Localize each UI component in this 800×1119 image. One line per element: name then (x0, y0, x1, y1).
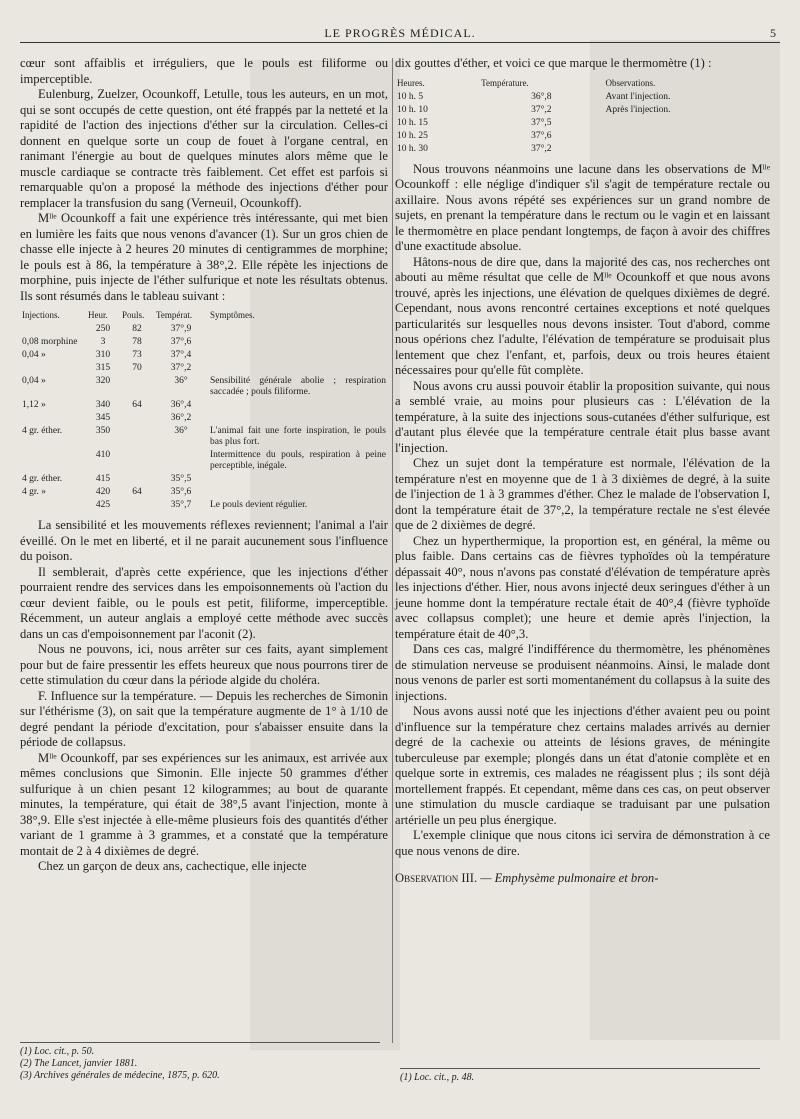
table-cell: 0,04 » (22, 376, 46, 386)
paragraph: Mˡˡᵉ Ocounkoff, par ses expériences sur les animaux, est arrivée aux mêmes conclusions que Simonin. Elle injecte 50 grammes d'éther sulfurique à un chien pesant 12 kilogrammes; au bout de quarante minutes, la température, qui était de 38°,5 avant l'injection, monte à 38°,9. Elle s'est injectée à elle-même plusieurs fois des quantités d'éther variant de 1 gramme à 3 grammes, et a constaté que la température montait de 2 à 4 dixièmes de degré. (20, 750, 388, 858)
table-row (20, 399, 388, 412)
table-cell: Avant l'injection. (605, 91, 671, 102)
table-cell (604, 130, 770, 143)
table-cell (120, 375, 154, 399)
table-cell: 4 gr. éther. (22, 474, 63, 484)
paragraph: Nous ne pouvons, ici, nous arrêter sur ces faits, ayant simplement pour but de faire pressentir les effets heureux que nous pourrons tirer de cette stimulation du cœur dans la période algide du choléra. (20, 642, 388, 687)
journal-title: LE PROGRÈS MÉDICAL. (324, 26, 476, 40)
column-divider (392, 58, 393, 1043)
table-cell: 64 (132, 400, 142, 410)
table-cell: 420 (95, 487, 111, 497)
table-cell (208, 412, 388, 425)
paragraph: dix gouttes d'éther, et voici ce que marque le thermomètre (1) : (395, 56, 712, 70)
table-cell (208, 323, 388, 336)
table-cell: 35°,5 (170, 474, 192, 484)
left-column (20, 56, 388, 875)
column-header: Injections. (22, 310, 60, 320)
paragraph: Mˡˡᵉ Ocounkoff a fait une expérience très intéressante, qui met bien en lumière les faits que nous venons d'avancer (1). Sur un gros chien de chasse elle injecte à 2 heures 20 minutes di centigrammes de morphine; le pouls est à 86, la température à 38°,2. Elle répète les injections de morphine, puis injecte de l'éther sulfurique et note les résultats obtenus. Ils sont résumés dans le tableau suivant : (20, 211, 388, 303)
table-cell: 64 (132, 487, 142, 497)
table-cell (20, 362, 86, 375)
column-header: Symptômes. (210, 310, 255, 320)
table-cell: 10 h. 15 (397, 117, 428, 128)
table-cell: 73 (132, 350, 142, 360)
table-row (395, 130, 770, 143)
paragraph: F. Influence sur la température. — Depuis les recherches de Simonin sur l'éthérisme (3), on sait que la température augmente de 1° à 1/10 de degré pendant la période d'excitation, pour s'abaisser ensuite dans la période de collapsus. (20, 688, 388, 749)
table-cell: 4 gr. éther. (22, 426, 63, 436)
table-cell: 78 (132, 337, 142, 347)
table-cell: 315 (95, 363, 111, 373)
paragraph: La sensibilité et les mouvements réflexes reviennent; l'animal a l'air éveillé. On le met en liberté, et il ne parait aucunement sous l'influence du poison. (20, 518, 388, 563)
paragraph: Nous trouvons néanmoins une lacune dans les observations de Mˡˡᵉ Ocounkoff : elle néglige d'indiquer s'il s'agit de température rectale ou axillaire. Nous avons répété ses expériences sur un grand nombre de sujets, en prenant la température dans le rectum ou le vagin et en laissant le thermomètre en place pendant longtemps, de façon à avoir des chiffres d'une exactitude absolue. (395, 161, 770, 253)
table-cell: 345 (95, 413, 111, 423)
table-cell (208, 399, 388, 412)
table-cell: 35°,7 (170, 500, 192, 510)
table-cell (208, 362, 388, 375)
experiment-table (20, 308, 388, 512)
table-cell: L'animal fait une forte inspiration, le pouls bas plus fort. (210, 426, 386, 447)
table-cell: 82 (132, 324, 142, 334)
table-cell: 320 (95, 376, 111, 386)
table-cell: 350 (95, 426, 111, 436)
table-cell: 425 (95, 500, 111, 510)
table-cell: Le pouls devient régulier. (210, 500, 308, 510)
paragraph: L'exemple clinique que nous citons ici servira de démonstration à ce que nous venons de dire. (395, 828, 770, 858)
table-cell: 10 h. 10 (397, 104, 428, 115)
table-cell (20, 323, 86, 336)
table-cell: 70 (132, 363, 142, 373)
table-cell: 340 (95, 400, 111, 410)
table-cell (154, 449, 208, 473)
table-cell (208, 349, 388, 362)
table-cell (20, 499, 86, 512)
table-cell: 37°,5 (531, 117, 552, 128)
table-cell: 37°,4 (170, 350, 192, 360)
table-cell: 415 (95, 474, 111, 484)
observation-heading (395, 871, 770, 887)
table-cell (120, 425, 154, 449)
column-header: Pouls. (122, 310, 145, 320)
paragraph: Chez un garçon de deux ans, cachectique, elle injecte (38, 859, 307, 873)
table-cell: 3 (100, 337, 106, 347)
paragraph: cœur sont affaiblis et irréguliers, que le pouls est filiforme ou imperceptible. (20, 56, 388, 86)
table-cell: Après l'injection. (605, 104, 671, 115)
table-cell (120, 473, 154, 486)
table-cell: 310 (95, 350, 111, 360)
table-row (395, 91, 770, 104)
table-row (395, 104, 770, 117)
table-cell: 36° (174, 376, 188, 386)
table-header-row (20, 308, 388, 323)
table-body (20, 323, 388, 512)
table-row (395, 117, 770, 130)
table-row (395, 143, 770, 156)
table-cell: 1,12 » (22, 400, 46, 410)
table-cell: 37°,6 (170, 337, 192, 347)
paragraph: Il semblerait, d'après cette expérience, que les injections d'éther pourraient rendre des services dans les empoisonnements où l'action du cœur devient faible, ou le pouls est petit, filiforme, imperceptible. Récemment, un auteur anglais a employé cette méthode avec succès dans un cas d'empoisonnement par l'aconit (2). (20, 564, 388, 641)
table-row (20, 375, 388, 399)
table-cell: 410 (95, 450, 111, 460)
paragraph: Dans ces cas, malgré l'indifférence du thermomètre, les phénomènes de stimulation nerveuse se produisent néanmoins. Ainsi, le malade dont nous venons de parler est sorti momentanément du collapsus à la suite des injections. (395, 642, 770, 703)
table-row (20, 499, 388, 512)
table-row (20, 323, 388, 336)
table-cell: 10 h. 25 (397, 130, 428, 141)
column-header: Températ. (156, 310, 193, 320)
table-cell: 36°,2 (170, 413, 192, 423)
right-column (395, 56, 770, 887)
observation-title: — Emphysème pulmonaire et bron- (480, 871, 659, 885)
table-cell: 4 gr. » (22, 487, 47, 497)
table-row (20, 336, 388, 349)
table-cell: 36°,4 (170, 400, 192, 410)
column-header: Heures. (397, 77, 425, 88)
running-header (20, 26, 780, 43)
footnote: (1) Loc. cit., p. 48. (400, 1072, 475, 1083)
paragraph: Nous avons cru aussi pouvoir établir la proposition suivante, qui nous a semblé vraie, au moins pour plusieurs cas : L'élévation de la température, à la suite des injections sous-cutanées d'éther sulfurique, est d'autant plus élevée que la température centrale était plus basse avant l'injection. (395, 378, 770, 455)
table-cell: 10 h. 30 (397, 143, 428, 154)
paragraph: Eulenburg, Zuelzer, Ocounkoff, Letulle, tous les auteurs, en un mot, qui se sont occupés de cette question, ont été frappés par la netteté et la rapidité de l'action des injections d'éther sur la circulation. Celles-ci donnent en quelque sorte un coup de fouet à l'organe central, en ranimant l'énergie au bout de quelques minutes alors même que le muscle cardiaque se contracte très faiblement. Cet effet est parfois si remarquable qu'on a proposé la méthode des injections d'éther pour remplacer la transfusion du sang (Verneuil, Ocounkoff). (20, 87, 388, 210)
table-cell (120, 449, 154, 473)
footnote: (3) Archives générales de médecine, 1875, p. 620. (20, 1070, 220, 1081)
table-row (20, 449, 388, 473)
table-cell: 37°,6 (531, 130, 552, 141)
table-row (20, 362, 388, 375)
paragraph: Chez un hyperthermique, la proportion est, en général, la même ou plus faible. Dans certains cas de fièvres typhoïdes où la température dépassait 40°, nous n'avons pas constaté d'élévation de température après les injections d'éther. Hier, nous avons injecté deux seringues d'éther à un jeune homme dont la température rectale était de 40°,4 (fièvre typhoïde avec collapsus complet); une heure et demie après l'injection, la température était de 40°,3. (395, 533, 770, 641)
table-cell (120, 412, 154, 425)
table-cell (208, 486, 388, 499)
table-cell (604, 143, 770, 156)
table-cell (208, 336, 388, 349)
table-row (20, 486, 388, 499)
table-cell: 0,04 » (22, 350, 46, 360)
table-cell: 10 h. 5 (397, 91, 424, 102)
thermometer-table (395, 76, 770, 156)
table-cell (208, 473, 388, 486)
table-cell: 35°,6 (170, 487, 192, 497)
column-header: Observations. (605, 77, 656, 88)
left-footnotes (20, 1042, 380, 1082)
table-row (20, 349, 388, 362)
table-cell (20, 412, 86, 425)
observation-label: Observation III. (395, 871, 478, 885)
table-cell: 37°,2 (170, 363, 192, 373)
table-cell: 37°,2 (531, 104, 552, 115)
table-cell: Intermittence du pouls, respiration à peine perceptible, inégale. (210, 450, 386, 471)
table-body (395, 91, 770, 156)
table-row (20, 473, 388, 486)
table-row (20, 412, 388, 425)
table-cell: 37°,2 (531, 143, 552, 154)
table-cell: 36° (174, 426, 188, 436)
table-header-row (395, 76, 770, 91)
table-cell (604, 117, 770, 130)
footnote: (2) The Lancet, janvier 1881. (20, 1058, 138, 1069)
table-row (20, 425, 388, 449)
paragraph: Hâtons-nous de dire que, dans la majorité des cas, nos recherches ont abouti au même résultat que celle de Mˡˡᵉ Ocounkoff et que nous avons trouvé, après les injections, une élévation de quelques dixièmes de degré. Cependant, nous avons rencontré certaines exceptions et noté quelques particularités sur lesquelles nous devons insister. Tout d'abord, comme nous opérions chez l'adulte, l'élévation de température se produisait plus lentement que chez l'enfant, et, parfois, deux ou trois heures étaient nécessaires pour qu'elle fût complète. (395, 254, 770, 377)
right-footnotes (400, 1068, 760, 1084)
table-cell: 0,08 morphine (22, 337, 78, 347)
column-header: Température. (481, 77, 529, 88)
page-number: 5 (770, 26, 776, 40)
table-cell: 36°,8 (531, 91, 552, 102)
footnote: (1) Loc. cit., p. 50. (20, 1046, 95, 1057)
table-cell: Sensibilité générale abolie ; respiration saccadée ; pouls filiforme. (210, 376, 386, 397)
column-header: Heur. (88, 310, 108, 320)
table-cell (120, 499, 154, 512)
table-cell: 37°,9 (170, 324, 192, 334)
paragraph: Nous avons aussi noté que les injections d'éther avaient peu ou point d'influence sur la température chez certains malades arrivés au dernier degré de la cachexie ou atteints de lésions graves, de méningite tuberculeuse par exemple; plongés dans un état d'atonie complète et en quelque sorte in extremis, ces malades ne réagissent plus ; ils sont déjà mortellement frappés. Et cependant, même dans ces cas, on peut observer une stimulation du muscle cardiaque se traduisant par une pulsation artérielle un peu plus énergique. (395, 704, 770, 827)
table-cell: 250 (95, 324, 111, 334)
table-cell (20, 449, 86, 473)
paragraph: Chez un sujet dont la température est normale, l'élévation de la température n'est en moyenne que de 1 à 3 dixièmes de degré, à la suite de l'injection de 1 à 3 grammes d'éther. Chez le malade de l'observation I, dont la température était de 37°,2, la température rectale ne s'est élevée que de 2 dixièmes de degré. (395, 456, 770, 532)
